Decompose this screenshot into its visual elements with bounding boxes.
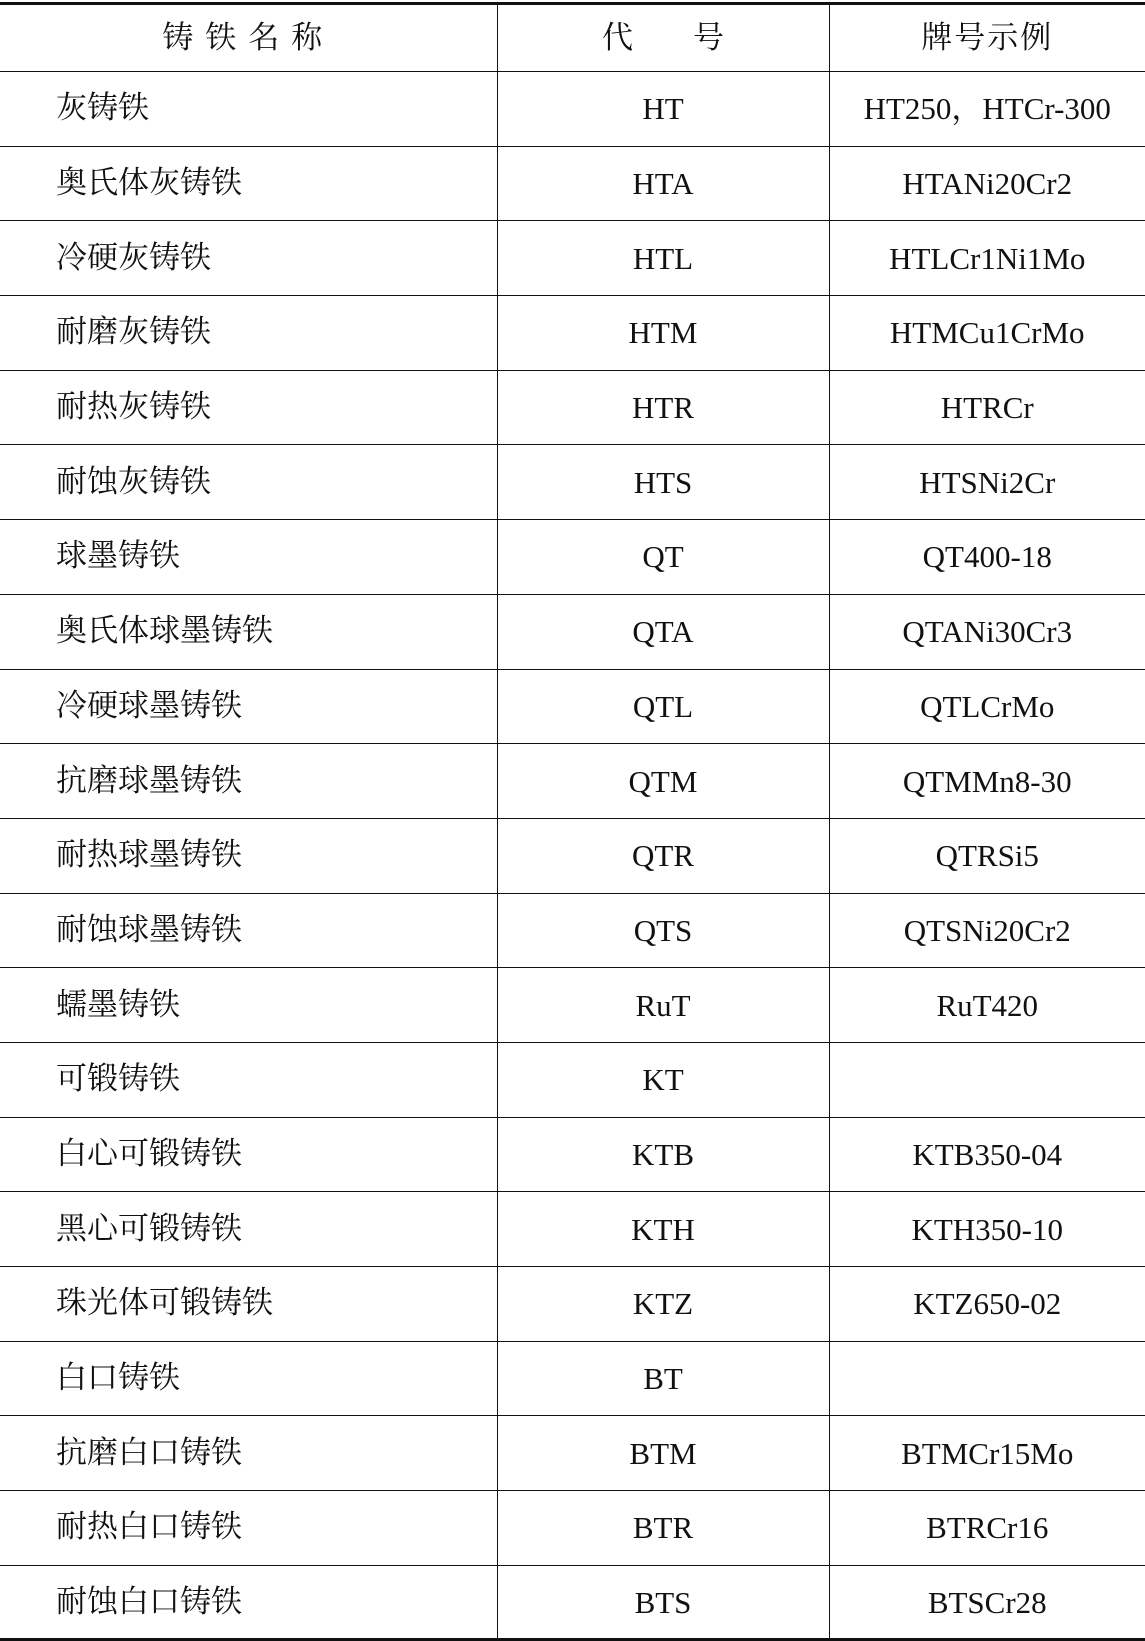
grade-example-cell: HTMCu1CrMo bbox=[829, 296, 1145, 371]
code-cell: KTH bbox=[497, 1192, 829, 1267]
table-row bbox=[0, 893, 1145, 968]
cast-iron-name-cell: 耐蚀球墨铸铁 bbox=[0, 893, 497, 968]
grade-example-cell: BTRCr16 bbox=[829, 1491, 1145, 1566]
table-row bbox=[0, 1267, 1145, 1342]
code-cell: KTZ bbox=[497, 1267, 829, 1342]
table-body bbox=[0, 72, 1145, 1640]
grade-example-cell: QTANi30Cr3 bbox=[829, 594, 1145, 669]
grade-example-cell: QTSNi20Cr2 bbox=[829, 893, 1145, 968]
grade-example-cell: KTB350-04 bbox=[829, 1117, 1145, 1192]
code-cell: QTS bbox=[497, 893, 829, 968]
table-row bbox=[0, 221, 1145, 296]
cast-iron-name-cell: 黑心可锻铸铁 bbox=[0, 1192, 497, 1267]
cast-iron-name-cell: 冷硬灰铸铁 bbox=[0, 221, 497, 296]
grade-example-cell: QTRSi5 bbox=[829, 818, 1145, 893]
table-row bbox=[0, 520, 1145, 595]
cast-iron-name-cell: 冷硬球墨铸铁 bbox=[0, 669, 497, 744]
code-cell: HTL bbox=[497, 221, 829, 296]
cast-iron-name-cell: 奥氏体球墨铸铁 bbox=[0, 594, 497, 669]
grade-example-cell: HT250，HTCr-300 bbox=[829, 72, 1145, 147]
code-cell: HTR bbox=[497, 370, 829, 445]
cast-iron-name-cell: 耐磨灰铸铁 bbox=[0, 296, 497, 371]
header-code: 代号 bbox=[497, 4, 829, 72]
table-row bbox=[0, 72, 1145, 147]
table-row bbox=[0, 968, 1145, 1043]
cast-iron-designation-table bbox=[0, 2, 1145, 1641]
cast-iron-name-cell: 蠕墨铸铁 bbox=[0, 968, 497, 1043]
code-cell: BT bbox=[497, 1341, 829, 1416]
code-cell: QTM bbox=[497, 744, 829, 819]
cast-iron-name-cell: 灰铸铁 bbox=[0, 72, 497, 147]
code-cell: HT bbox=[497, 72, 829, 147]
cast-iron-name-cell: 耐蚀灰铸铁 bbox=[0, 445, 497, 520]
table-row bbox=[0, 669, 1145, 744]
header-cast-iron-name: 铸铁名称 bbox=[0, 4, 497, 72]
table-row bbox=[0, 1491, 1145, 1566]
cast-iron-name-cell: 抗磨球墨铸铁 bbox=[0, 744, 497, 819]
code-cell: BTS bbox=[497, 1565, 829, 1640]
code-cell: HTM bbox=[497, 296, 829, 371]
table-header bbox=[0, 4, 1145, 72]
code-cell: HTA bbox=[497, 146, 829, 221]
code-cell: QTL bbox=[497, 669, 829, 744]
grade-example-cell: HTLCr1Ni1Mo bbox=[829, 221, 1145, 296]
grade-example-cell: HTRCr bbox=[829, 370, 1145, 445]
code-cell: KT bbox=[497, 1042, 829, 1117]
grade-example-cell bbox=[829, 1341, 1145, 1416]
grade-example-cell: RuT420 bbox=[829, 968, 1145, 1043]
grade-example-cell: QT400-18 bbox=[829, 520, 1145, 595]
grade-example-cell: BTSCr28 bbox=[829, 1565, 1145, 1640]
cast-iron-name-cell: 白口铸铁 bbox=[0, 1341, 497, 1416]
table-row bbox=[0, 1117, 1145, 1192]
cast-iron-name-cell: 可锻铸铁 bbox=[0, 1042, 497, 1117]
table-row bbox=[0, 445, 1145, 520]
table-row bbox=[0, 1192, 1145, 1267]
table-row bbox=[0, 146, 1145, 221]
table-row bbox=[0, 744, 1145, 819]
table-row bbox=[0, 1416, 1145, 1491]
cast-iron-name-cell: 耐热灰铸铁 bbox=[0, 370, 497, 445]
grade-example-cell bbox=[829, 1042, 1145, 1117]
table-row bbox=[0, 818, 1145, 893]
code-cell: BTM bbox=[497, 1416, 829, 1491]
code-cell: KTB bbox=[497, 1117, 829, 1192]
grade-example-cell: QTLCrMo bbox=[829, 669, 1145, 744]
table-row bbox=[0, 1565, 1145, 1640]
cast-iron-name-cell: 球墨铸铁 bbox=[0, 520, 497, 595]
table-row bbox=[0, 1341, 1145, 1416]
table-row bbox=[0, 594, 1145, 669]
table-row bbox=[0, 296, 1145, 371]
code-cell: QTA bbox=[497, 594, 829, 669]
cast-iron-name-cell: 耐热球墨铸铁 bbox=[0, 818, 497, 893]
cast-iron-name-cell: 耐蚀白口铸铁 bbox=[0, 1565, 497, 1640]
header-grade-example: 牌号示例 bbox=[829, 4, 1145, 72]
cast-iron-name-cell: 耐热白口铸铁 bbox=[0, 1491, 497, 1566]
grade-example-cell: KTH350-10 bbox=[829, 1192, 1145, 1267]
cast-iron-name-cell: 白心可锻铸铁 bbox=[0, 1117, 497, 1192]
grade-example-cell: BTMCr15Mo bbox=[829, 1416, 1145, 1491]
grade-example-cell: KTZ650-02 bbox=[829, 1267, 1145, 1342]
code-cell: QT bbox=[497, 520, 829, 595]
grade-example-cell: HTANi20Cr2 bbox=[829, 146, 1145, 221]
cast-iron-name-cell: 抗磨白口铸铁 bbox=[0, 1416, 497, 1491]
table-row bbox=[0, 1042, 1145, 1117]
cast-iron-name-cell: 奥氏体灰铸铁 bbox=[0, 146, 497, 221]
code-cell: HTS bbox=[497, 445, 829, 520]
code-cell: QTR bbox=[497, 818, 829, 893]
cast-iron-name-cell: 珠光体可锻铸铁 bbox=[0, 1267, 497, 1342]
code-cell: RuT bbox=[497, 968, 829, 1043]
grade-example-cell: QTMMn8-30 bbox=[829, 744, 1145, 819]
header-row bbox=[0, 4, 1145, 72]
code-cell: BTR bbox=[497, 1491, 829, 1566]
grade-example-cell: HTSNi2Cr bbox=[829, 445, 1145, 520]
table-row bbox=[0, 370, 1145, 445]
